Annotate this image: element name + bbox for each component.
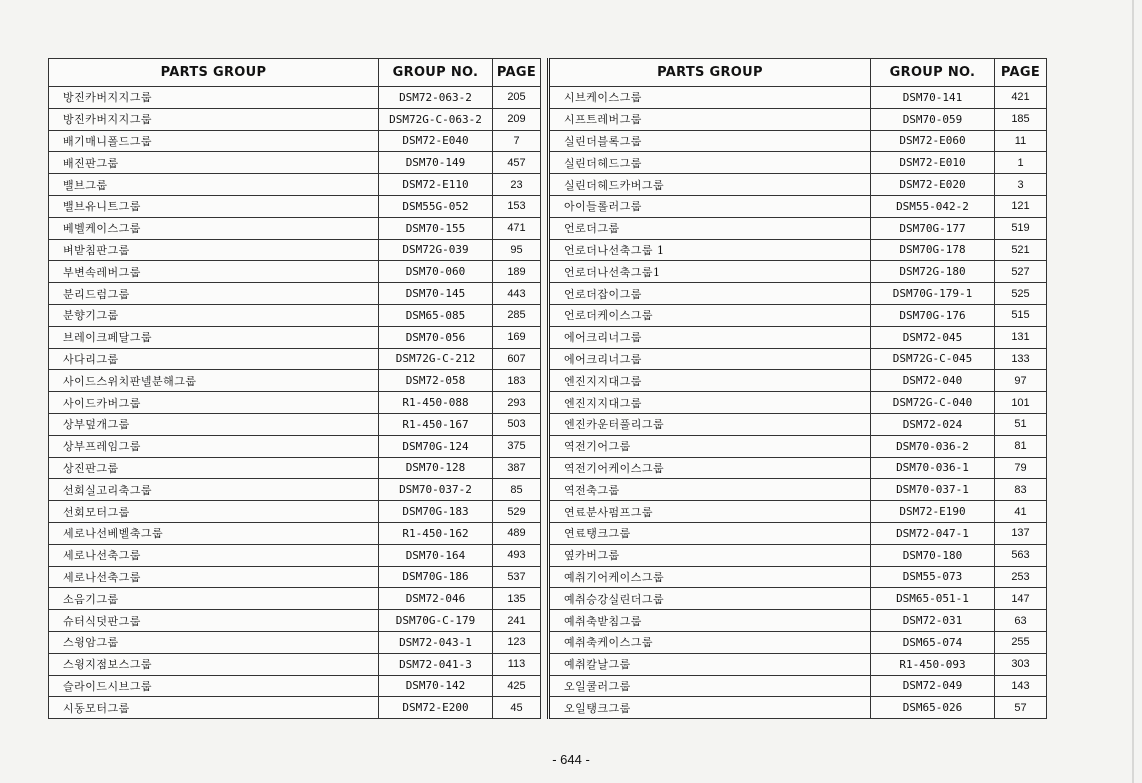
group-no-cell: DSM70-037-2: [379, 479, 493, 501]
table-row: [49, 87, 541, 109]
group-no-cell: DSM72G-C-212: [379, 348, 493, 370]
part-name-cell: 브레이크페달그룹: [49, 326, 379, 348]
group-no-cell: DSM72G-C-040: [871, 392, 995, 414]
table-row: [49, 283, 541, 305]
part-name-cell: 에어크리너그룹: [549, 326, 871, 348]
table-row: [49, 152, 541, 174]
page-cell: 375: [493, 435, 541, 457]
part-name-cell: 상부덮개그룹: [49, 413, 379, 435]
group-no-cell: DSM70-037-1: [871, 479, 995, 501]
part-name-cell: 언로더나선축그룹 1: [549, 239, 871, 261]
part-name-cell: 예취축케이스그룹: [549, 631, 871, 653]
table-row: [549, 566, 1047, 588]
table-row: [49, 544, 541, 566]
group-no-cell: DSM72-063-2: [379, 87, 493, 109]
page-cell: 57: [995, 697, 1047, 719]
group-no-cell: DSM70-128: [379, 457, 493, 479]
part-name-cell: 언로더그룹: [549, 217, 871, 239]
table-row: [49, 479, 541, 501]
table-row: [549, 370, 1047, 392]
table-row: [549, 675, 1047, 697]
part-name-cell: 언로더잡이그룹: [549, 283, 871, 305]
page-cell: 7: [493, 130, 541, 152]
page-cell: 147: [995, 588, 1047, 610]
part-name-cell: 오일쿨러그룹: [549, 675, 871, 697]
table-row: [49, 174, 541, 196]
part-name-cell: 부변속레버그룹: [49, 261, 379, 283]
column-header-group-no: GROUP NO.: [379, 59, 493, 87]
part-name-cell: 방진카버지지그룹: [49, 87, 379, 109]
part-name-cell: 예취기어케이스그룹: [549, 566, 871, 588]
table-row: [549, 261, 1047, 283]
table-row: [549, 326, 1047, 348]
group-no-cell: DSM72-049: [871, 675, 995, 697]
parts-table-right: [547, 58, 1047, 719]
part-name-cell: 연료분사펌프그룹: [549, 501, 871, 523]
page-cell: 51: [995, 413, 1047, 435]
page-cell: 189: [493, 261, 541, 283]
page-cell: 205: [493, 87, 541, 109]
group-no-cell: DSM70-036-1: [871, 457, 995, 479]
group-no-cell: DSM72-058: [379, 370, 493, 392]
page-cell: 387: [493, 457, 541, 479]
part-name-cell: 실린더블록그룹: [549, 130, 871, 152]
part-name-cell: 역전기어케이스그룹: [549, 457, 871, 479]
table-row: [49, 588, 541, 610]
page-cell: 63: [995, 610, 1047, 632]
group-no-cell: DSM70G-183: [379, 501, 493, 523]
page-cell: 183: [493, 370, 541, 392]
group-no-cell: DSM72-E200: [379, 697, 493, 719]
table-row: [49, 217, 541, 239]
group-no-cell: DSM72-024: [871, 413, 995, 435]
part-name-cell: 스윙지점보스그룹: [49, 653, 379, 675]
page-cell: 185: [995, 108, 1047, 130]
page-cell: 521: [995, 239, 1047, 261]
group-no-cell: DSM72-E010: [871, 152, 995, 174]
part-name-cell: 상부프레임그룹: [49, 435, 379, 457]
table-row: [549, 304, 1047, 326]
table-row: [549, 87, 1047, 109]
part-name-cell: 벼받침판그룹: [49, 239, 379, 261]
table-row: [549, 522, 1047, 544]
page-cell: 79: [995, 457, 1047, 479]
page-cell: 537: [493, 566, 541, 588]
page-cell: 293: [493, 392, 541, 414]
page-cell: 529: [493, 501, 541, 523]
group-no-cell: DSM70-036-2: [871, 435, 995, 457]
table-row: [49, 457, 541, 479]
group-no-cell: DSM65-026: [871, 697, 995, 719]
table-row: [49, 195, 541, 217]
group-no-cell: DSM72-041-3: [379, 653, 493, 675]
part-name-cell: 오일탱크그룹: [549, 697, 871, 719]
part-name-cell: 사다리그룹: [49, 348, 379, 370]
group-no-cell: DSM70-149: [379, 152, 493, 174]
parts-table-left: [48, 58, 541, 719]
page-cell: 83: [995, 479, 1047, 501]
part-name-cell: 분리드럼그룹: [49, 283, 379, 305]
group-no-cell: DSM65-051-1: [871, 588, 995, 610]
page-cell: 113: [493, 653, 541, 675]
part-name-cell: 세로나선베벨축그룹: [49, 522, 379, 544]
part-name-cell: 예취승강실린더그룹: [549, 588, 871, 610]
page-cell: 607: [493, 348, 541, 370]
page-cell: 241: [493, 610, 541, 632]
part-name-cell: 언로더나선축그룹1: [549, 261, 871, 283]
part-name-cell: 엔진지지대그룹: [549, 370, 871, 392]
column-header-parts-group: PARTS GROUP: [549, 59, 871, 87]
table-row: [549, 108, 1047, 130]
page-cell: 457: [493, 152, 541, 174]
table-row: [549, 174, 1047, 196]
page-cell: 253: [995, 566, 1047, 588]
page-cell: 85: [493, 479, 541, 501]
table-row: [549, 130, 1047, 152]
table-row: [49, 392, 541, 414]
table-row: [549, 501, 1047, 523]
page-cell: 519: [995, 217, 1047, 239]
part-name-cell: 시동모터그룹: [49, 697, 379, 719]
page-cell: 493: [493, 544, 541, 566]
table-row: [49, 261, 541, 283]
part-name-cell: 옆카버그룹: [549, 544, 871, 566]
page-cell: 23: [493, 174, 541, 196]
part-name-cell: 배기매니폴드그룹: [49, 130, 379, 152]
table-row: [549, 697, 1047, 719]
table-row: [549, 588, 1047, 610]
group-no-cell: DSM70G-176: [871, 304, 995, 326]
page-cell: 471: [493, 217, 541, 239]
page-cell: 45: [493, 697, 541, 719]
part-name-cell: 소음기그룹: [49, 588, 379, 610]
group-no-cell: DSM70G-186: [379, 566, 493, 588]
page-cell: 503: [493, 413, 541, 435]
table-row: [549, 413, 1047, 435]
page-cell: 303: [995, 653, 1047, 675]
group-no-cell: DSM72-E020: [871, 174, 995, 196]
group-no-cell: DSM65-074: [871, 631, 995, 653]
group-no-cell: DSM70G-179-1: [871, 283, 995, 305]
table-row: [49, 348, 541, 370]
page-cell: 3: [995, 174, 1047, 196]
group-no-cell: DSM72G-039: [379, 239, 493, 261]
table-row: [49, 522, 541, 544]
group-no-cell: DSM72G-C-045: [871, 348, 995, 370]
group-no-cell: DSM70-164: [379, 544, 493, 566]
group-no-cell: DSM72-046: [379, 588, 493, 610]
page-cell: 153: [493, 195, 541, 217]
table-row: [49, 697, 541, 719]
page-cell: 123: [493, 631, 541, 653]
page-cell: 255: [995, 631, 1047, 653]
group-no-cell: DSM70-142: [379, 675, 493, 697]
group-no-cell: DSM70-145: [379, 283, 493, 305]
table-row: [49, 675, 541, 697]
group-no-cell: DSM70G-C-179: [379, 610, 493, 632]
page-cell: 11: [995, 130, 1047, 152]
table-row: [549, 392, 1047, 414]
page-cell: 285: [493, 304, 541, 326]
header-row: [49, 59, 541, 87]
page-cell: 489: [493, 522, 541, 544]
group-no-cell: DSM72-043-1: [379, 631, 493, 653]
group-no-cell: DSM70G-124: [379, 435, 493, 457]
page-cell: 135: [493, 588, 541, 610]
table-row: [549, 631, 1047, 653]
group-no-cell: DSM70-155: [379, 217, 493, 239]
table-row: [549, 239, 1047, 261]
part-name-cell: 시브케이스그룹: [549, 87, 871, 109]
page-number: - 644 -: [552, 752, 590, 767]
group-no-cell: DSM65-085: [379, 304, 493, 326]
part-name-cell: 실린더헤드카버그룹: [549, 174, 871, 196]
part-name-cell: 역전기어그룹: [549, 435, 871, 457]
page-cell: 169: [493, 326, 541, 348]
page-cell: 1: [995, 152, 1047, 174]
part-name-cell: 밸브유니트그룹: [49, 195, 379, 217]
part-name-cell: 분향기그룹: [49, 304, 379, 326]
part-name-cell: 에어크리너그룹: [549, 348, 871, 370]
table-row: [49, 610, 541, 632]
page-cell: 527: [995, 261, 1047, 283]
group-no-cell: DSM70-180: [871, 544, 995, 566]
column-header-group-no: GROUP NO.: [871, 59, 995, 87]
page-cell: 101: [995, 392, 1047, 414]
part-name-cell: 사이드카버그룹: [49, 392, 379, 414]
part-name-cell: 세로나선축그룹: [49, 544, 379, 566]
group-no-cell: DSM70G-178: [871, 239, 995, 261]
part-name-cell: 실린더헤드그룹: [549, 152, 871, 174]
page-cell: 209: [493, 108, 541, 130]
page-edge: [1132, 0, 1134, 783]
page-cell: 515: [995, 304, 1047, 326]
table-row: [549, 435, 1047, 457]
page-cell: 563: [995, 544, 1047, 566]
page-cell: 443: [493, 283, 541, 305]
group-no-cell: DSM70G-177: [871, 217, 995, 239]
table-row: [49, 501, 541, 523]
group-no-cell: DSM72-E110: [379, 174, 493, 196]
group-no-cell: R1-450-093: [871, 653, 995, 675]
page-cell: 95: [493, 239, 541, 261]
table-body-left: [49, 87, 541, 719]
part-name-cell: 스윙암그룹: [49, 631, 379, 653]
table-row: [49, 435, 541, 457]
table-row: [49, 566, 541, 588]
table-row: [49, 130, 541, 152]
part-name-cell: 선회모터그룹: [49, 501, 379, 523]
part-name-cell: 세로나선축그룹: [49, 566, 379, 588]
group-no-cell: DSM55-073: [871, 566, 995, 588]
page-cell: 41: [995, 501, 1047, 523]
part-name-cell: 방진카버지지그룹: [49, 108, 379, 130]
page-cell: 421: [995, 87, 1047, 109]
part-name-cell: 예취축받침그룹: [549, 610, 871, 632]
part-name-cell: 슈터식덧판그룹: [49, 610, 379, 632]
group-no-cell: DSM72-E040: [379, 130, 493, 152]
table-row: [549, 348, 1047, 370]
part-name-cell: 사이드스위치판넬분해그룹: [49, 370, 379, 392]
table-row: [549, 544, 1047, 566]
group-no-cell: R1-450-162: [379, 522, 493, 544]
column-header-page: PAGE: [995, 59, 1047, 87]
group-no-cell: R1-450-088: [379, 392, 493, 414]
page-cell: 97: [995, 370, 1047, 392]
part-name-cell: 상진판그룹: [49, 457, 379, 479]
group-no-cell: DSM70-141: [871, 87, 995, 109]
page-cell: 131: [995, 326, 1047, 348]
part-name-cell: 선회실고리축그룹: [49, 479, 379, 501]
page-cell: 425: [493, 675, 541, 697]
table-row: [549, 283, 1047, 305]
table-row: [49, 631, 541, 653]
group-no-cell: DSM72-031: [871, 610, 995, 632]
part-name-cell: 밸브그룹: [49, 174, 379, 196]
header-row: [549, 59, 1047, 87]
group-no-cell: DSM72-047-1: [871, 522, 995, 544]
part-name-cell: 예취칼날그룹: [549, 653, 871, 675]
column-header-parts-group: PARTS GROUP: [49, 59, 379, 87]
table-row: [49, 413, 541, 435]
group-no-cell: DSM72-040: [871, 370, 995, 392]
table-body-right: [549, 87, 1047, 719]
table-row: [549, 152, 1047, 174]
part-name-cell: 시프트레버그룹: [549, 108, 871, 130]
table-row: [549, 457, 1047, 479]
part-name-cell: 슬라이드시브그룹: [49, 675, 379, 697]
column-header-page: PAGE: [493, 59, 541, 87]
page-cell: 133: [995, 348, 1047, 370]
group-no-cell: DSM70-060: [379, 261, 493, 283]
group-no-cell: DSM55G-052: [379, 195, 493, 217]
group-no-cell: DSM72G-180: [871, 261, 995, 283]
table-row: [49, 108, 541, 130]
part-name-cell: 엔진지지대그룹: [549, 392, 871, 414]
group-no-cell: DSM72-E060: [871, 130, 995, 152]
page-cell: 525: [995, 283, 1047, 305]
group-no-cell: DSM70-059: [871, 108, 995, 130]
table-row: [549, 217, 1047, 239]
table-row: [49, 326, 541, 348]
table-row: [549, 195, 1047, 217]
group-no-cell: DSM72-045: [871, 326, 995, 348]
page-cell: 143: [995, 675, 1047, 697]
parts-index: [48, 58, 1044, 716]
group-no-cell: R1-450-167: [379, 413, 493, 435]
table-row: [549, 479, 1047, 501]
part-name-cell: 역전축그룹: [549, 479, 871, 501]
table-row: [49, 370, 541, 392]
group-no-cell: DSM70-056: [379, 326, 493, 348]
table-row: [49, 239, 541, 261]
table-row: [549, 610, 1047, 632]
table-row: [549, 653, 1047, 675]
part-name-cell: 엔진카운터풀리그룹: [549, 413, 871, 435]
part-name-cell: 배진판그룹: [49, 152, 379, 174]
group-no-cell: DSM72-E190: [871, 501, 995, 523]
group-no-cell: DSM72G-C-063-2: [379, 108, 493, 130]
page-cell: 121: [995, 195, 1047, 217]
table-row: [49, 653, 541, 675]
group-no-cell: DSM55-042-2: [871, 195, 995, 217]
part-name-cell: 연료탱크그룹: [549, 522, 871, 544]
page-cell: 81: [995, 435, 1047, 457]
part-name-cell: 아이들롤러그룹: [549, 195, 871, 217]
table-row: [49, 304, 541, 326]
part-name-cell: 언로더케이스그룹: [549, 304, 871, 326]
page-cell: 137: [995, 522, 1047, 544]
part-name-cell: 베벨케이스그룹: [49, 217, 379, 239]
